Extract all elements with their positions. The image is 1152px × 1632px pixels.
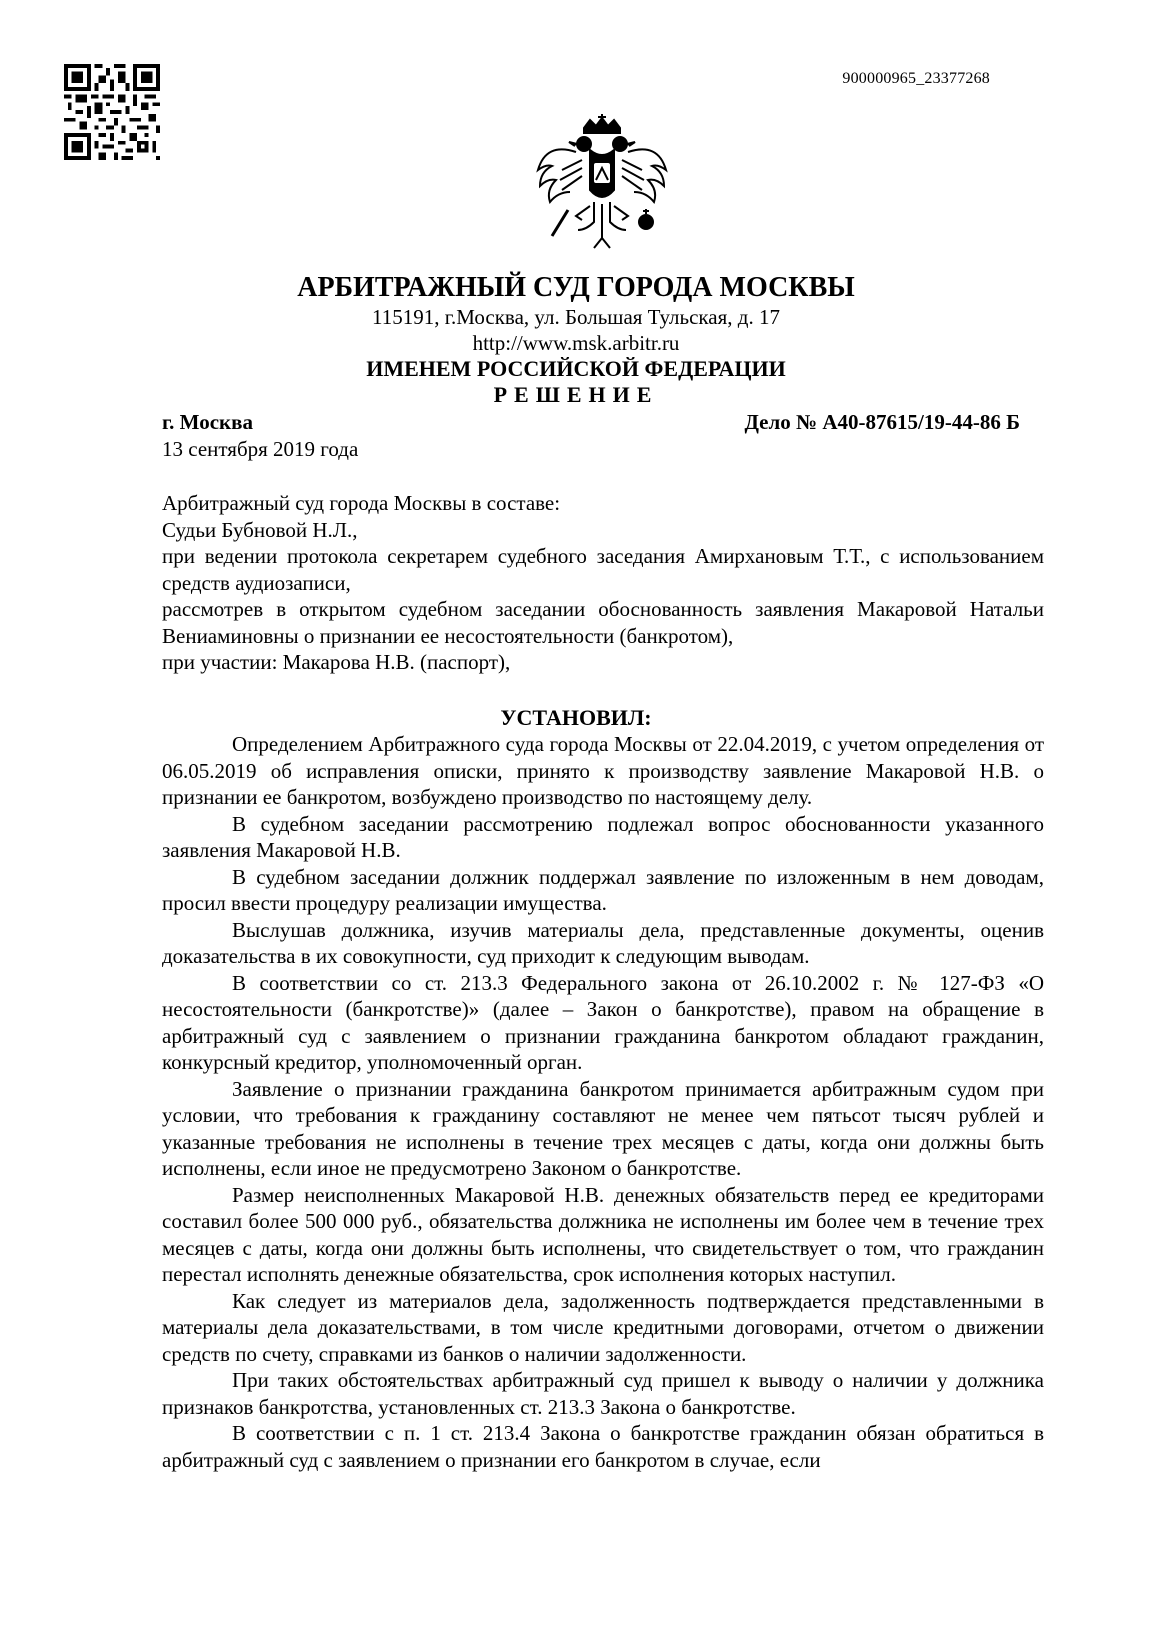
case-city: г. Москва (162, 410, 253, 434)
intro-line: при участии: Макарова Н.В. (паспорт), (162, 650, 511, 674)
document-id: 900000965_23377268 (842, 70, 990, 87)
court-website: http://www.msk.arbitr.ru (472, 331, 680, 355)
paragraph: В судебном заседании должник поддержал заявление по изложенным в нем доводам, просил ввести процедуру реализации имущества. (162, 864, 1044, 915)
court-address: 115191, г.Москва, ул. Большая Тульская, д. 17 (372, 305, 780, 329)
double-headed-eagle-emblem-icon (532, 110, 672, 260)
paragraph: Размер неисполненных Макаровой Н.В. денежных обязательств перед ее кредиторами составил более 500 000 руб., обязательства должника не исполнены им более чем в течение трех месяцев с даты, когда они должны быть исполнены, что свидетельствует о том, что гражданин перестал исполнять денежные обязательства, срок исполнения которых наступил. (162, 1182, 1044, 1286)
case-number: Дело № А40-87615/19-44-86 Б (744, 410, 1020, 434)
intro-line: Судьи Бубновой Н.Л., (162, 517, 358, 542)
paragraph: В соответствии с п. 1 ст. 213.4 Закона о банкротстве гражданин обязан обратиться в арбитражный суд с заявлением о признании его банкротом в случае, если (162, 1421, 1044, 1472)
intro-line: при ведении протокола секретарем судебного заседания Амирхановым Т.Т., с использованием средств аудиозаписи, (162, 544, 1044, 595)
paragraph: Как следует из материалов дела, задолженность подтверждается представленными в материалы дела доказательствами, в том числе кредитными договорами, отчетом о движении средств по счету, справками из банков о наличии задолженности. (162, 1288, 1044, 1366)
intro-line: Арбитражный суд города Москвы в составе: (162, 491, 561, 515)
paragraph: В соответствии со ст. 213.3 Федерального закона от 26.10.2002 г. № 127-ФЗ «О несостоятельности (банкротстве)» (далее – Закон о банкротстве), правом на обращение в арбитражный суд с заявлением о признании гражданина банкротом обладают гражданин, конкурсный кредитор, уполномоченный орган. (162, 970, 1044, 1074)
paragraph: В судебном заседании рассмотрению подлежал вопрос обоснованности указанного заявления Макаровой Н.В. (162, 811, 1044, 862)
decision-date: 13 сентября 2019 года (162, 437, 359, 461)
decision-body (162, 731, 1044, 1473)
paragraph: При таких обстоятельствах арбитражный суд пришел к выводу о наличии у должника признаков банкротства, установленных ст. 213.3 Закона о банкротстве. (162, 1368, 1044, 1419)
intro-line: рассмотрев в открытом судебном заседании обоснованность заявления Макаровой Натальи Вениаминовны о признании ее несостоятельности (банкротом), (162, 597, 1044, 648)
intro-block (162, 490, 1044, 676)
qr-code-icon (64, 64, 160, 160)
paragraph: Определением Арбитражного суда города Москвы от 22.04.2019, с учетом определения от 06.05.2019 об исправления описки, принято к производству заявление Макаровой Н.В. о признании ее банкротом, возбуждено производство по настоящему делу. (162, 732, 1044, 809)
paragraph: Заявление о признании гражданина банкротом принимается арбитражным судом при условии, что требования к гражданину составляют не менее чем пятьсот тысяч рублей и указанные требования не исполнены в течение трех месяцев с даты, когда они должны быть исполнены, если иное не предусмотрено Законом о банкротстве. (162, 1076, 1044, 1180)
court-name: АРБИТРАЖНЫЙ СУД ГОРОДА МОСКВЫ (297, 272, 855, 303)
in-name-of-federation: ИМЕНЕМ РОССИЙСКОЙ ФЕДЕРАЦИИ (366, 356, 786, 381)
section-heading: УСТАНОВИЛ: (500, 705, 652, 730)
decision-title: РЕШЕНИЕ (493, 382, 659, 407)
paragraph: Выслушав должника, изучив материалы дела, представленные документы, оценив доказательства в их совокупности, суд приходит к следующим выводам. (162, 917, 1044, 968)
